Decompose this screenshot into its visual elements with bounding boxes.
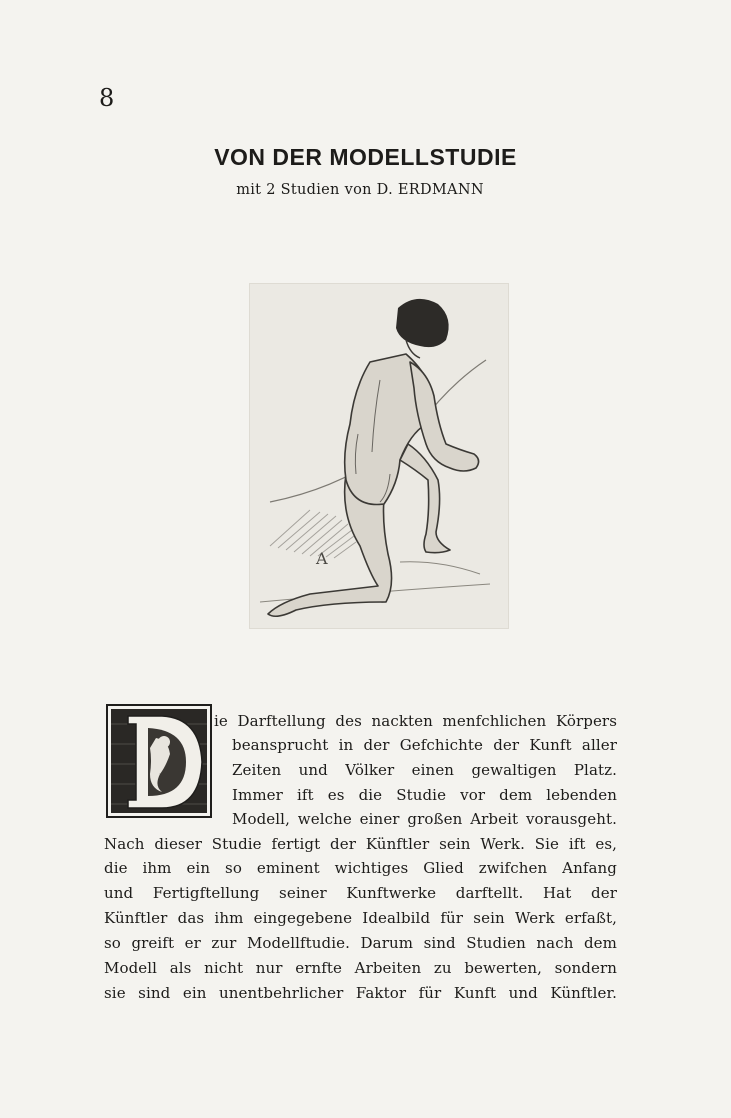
kneeling-figure-drawing <box>250 284 508 628</box>
text-line: und Fertigftellung seiner Kunftwerke darftellt. Hat der <box>104 884 617 902</box>
text-line: Modell, welche einer großen Arbeit vorausgeht. <box>232 810 617 828</box>
text-line: ie Darftellung des nackten menfchlichen Körpers <box>214 712 617 730</box>
text-line: Zeiten und Völker einen gewaltigen Platz. <box>232 761 617 779</box>
dropcap-letter: D <box>159 774 160 775</box>
text-line: so greift er zur Modellftudie. Darum sind Studien nach dem <box>104 934 617 952</box>
page-number: 8 <box>99 84 115 112</box>
text-line: Modell als nicht nur ernfte Arbeiten zu bewerten, sondern <box>104 959 617 977</box>
dropcap-initial <box>106 704 212 818</box>
page-title: VON DER MODELLSTUDIE <box>214 144 517 170</box>
text-line: beansprucht in der Gefchichte der Kunft aller <box>232 736 617 754</box>
text-line: die ihm ein so eminent wichtiges Glied zwifchen Anfang <box>104 859 617 877</box>
text-line: Nach dieser Studie fertigt der Künftler sein Werk. Sie ift es, <box>104 835 617 853</box>
artist-monogram: A <box>316 549 328 568</box>
text-line: Immer ift es die Studie vor dem lebenden <box>232 786 617 804</box>
text-line: sie sind ein unentbehrlicher Faktor für Kunft und Künftler. <box>104 984 617 1002</box>
page-subtitle: mit 2 Studien von D. ERDMANN <box>236 182 484 198</box>
figure-sketch <box>250 284 508 628</box>
text-line: Künftler das ihm eingegebene Idealbild für sein Werk erfaßt, <box>104 909 617 927</box>
ornamental-initial <box>106 704 212 818</box>
